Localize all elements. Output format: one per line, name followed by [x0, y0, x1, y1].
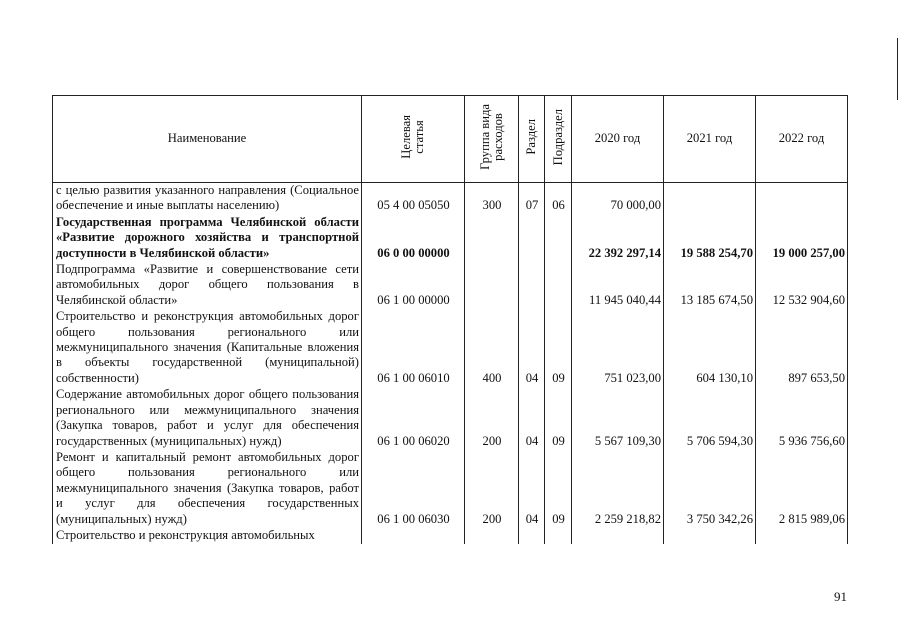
- table-row: [53, 387, 848, 450]
- row-section: [519, 262, 545, 309]
- row-expense-group: [465, 215, 519, 262]
- row-expense-group: 200: [465, 450, 519, 528]
- row-2021: 5 706 594,30: [664, 387, 756, 450]
- header-name: Наименование: [53, 96, 362, 183]
- header-target-article: Целевая статья: [362, 96, 465, 183]
- header-year-2022: 2022 год: [756, 96, 848, 183]
- row-expense-group: [465, 262, 519, 309]
- header-year-2020: 2020 год: [572, 96, 664, 183]
- row-target-article: 06 1 00 06020: [362, 387, 465, 450]
- row-name: Строительство и реконструкция автомобильных: [53, 528, 362, 544]
- row-name: с целью развития указанного направления (Социальное обеспечение и иные выплаты населению): [53, 183, 362, 215]
- row-target-article: 06 0 00 00000: [362, 215, 465, 262]
- row-section: 04: [519, 387, 545, 450]
- table-row: [53, 450, 848, 528]
- table-header-row: [53, 96, 848, 183]
- table-row: [53, 183, 848, 215]
- row-2020: 2 259 218,82: [572, 450, 664, 528]
- row-name: Строительство и реконструкция автомобильных дорог общего пользования регионального или межмуниципального значения (Капитальные вложения в объекты государственной (муниципальной) собственности): [53, 309, 362, 387]
- row-2021: [664, 183, 756, 215]
- table-row: [53, 309, 848, 387]
- row-subsection: 09: [545, 309, 572, 387]
- table-row: [53, 262, 848, 309]
- row-2022: [756, 528, 848, 544]
- header-section: Раздел: [519, 96, 545, 183]
- row-section: 07: [519, 183, 545, 215]
- row-name: Содержание автомобильных дорог общего пользования регионального или межмуниципального значения (Закупка товаров, работ и услуг для обеспечения государственных (муниципальных) нужд): [53, 387, 362, 450]
- header-expense-group: Группа вида расходов: [465, 96, 519, 183]
- row-subsection: [545, 528, 572, 544]
- row-2022: 897 653,50: [756, 309, 848, 387]
- row-subsection: 09: [545, 387, 572, 450]
- row-2022: 2 815 989,06: [756, 450, 848, 528]
- header-year-2021: 2021 год: [664, 96, 756, 183]
- row-target-article: 06 1 00 06030: [362, 450, 465, 528]
- row-expense-group: 400: [465, 309, 519, 387]
- row-section: [519, 215, 545, 262]
- row-section: [519, 528, 545, 544]
- row-section: 04: [519, 450, 545, 528]
- row-2020: 751 023,00: [572, 309, 664, 387]
- row-2021: 19 588 254,70: [664, 215, 756, 262]
- row-name: Ремонт и капитальный ремонт автомобильных дорог общего пользования регионального или межмуниципального значения (Закупка товаров, работ и услуг для обеспечения государственных (муниципальных) нужд): [53, 450, 362, 528]
- row-subsection: [545, 262, 572, 309]
- table-row: [53, 528, 848, 544]
- row-2021: 604 130,10: [664, 309, 756, 387]
- row-2020: [572, 528, 664, 544]
- row-target-article: [362, 528, 465, 544]
- margin-line: [897, 38, 898, 100]
- row-target-article: 06 1 00 00000: [362, 262, 465, 309]
- header-subsection: Подраздел: [545, 96, 572, 183]
- table-row: [53, 215, 848, 262]
- row-section: 04: [519, 309, 545, 387]
- row-2021: 3 750 342,26: [664, 450, 756, 528]
- page-number: 91: [834, 589, 847, 604]
- row-target-article: 06 1 00 06010: [362, 309, 465, 387]
- row-subsection: [545, 215, 572, 262]
- row-name: Государственная программа Челябинской области «Развитие дорожного хозяйства и транспортной доступности в Челябинской области»: [53, 215, 362, 262]
- row-2021: [664, 528, 756, 544]
- row-expense-group: [465, 528, 519, 544]
- row-2020: 70 000,00: [572, 183, 664, 215]
- row-subsection: 06: [545, 183, 572, 215]
- row-2022: 19 000 257,00: [756, 215, 848, 262]
- row-2020: 5 567 109,30: [572, 387, 664, 450]
- budget-table: [52, 95, 848, 544]
- row-expense-group: 200: [465, 387, 519, 450]
- row-2022: 5 936 756,60: [756, 387, 848, 450]
- row-2020: 22 392 297,14: [572, 215, 664, 262]
- row-2022: 12 532 904,60: [756, 262, 848, 309]
- row-expense-group: 300: [465, 183, 519, 215]
- row-target-article: 05 4 00 05050: [362, 183, 465, 215]
- row-2021: 13 185 674,50: [664, 262, 756, 309]
- row-subsection: 09: [545, 450, 572, 528]
- row-name: Подпрограмма «Развитие и совершенствование сети автомобильных дорог общего пользования в Челябинской области»: [53, 262, 362, 309]
- row-2022: [756, 183, 848, 215]
- row-2020: 11 945 040,44: [572, 262, 664, 309]
